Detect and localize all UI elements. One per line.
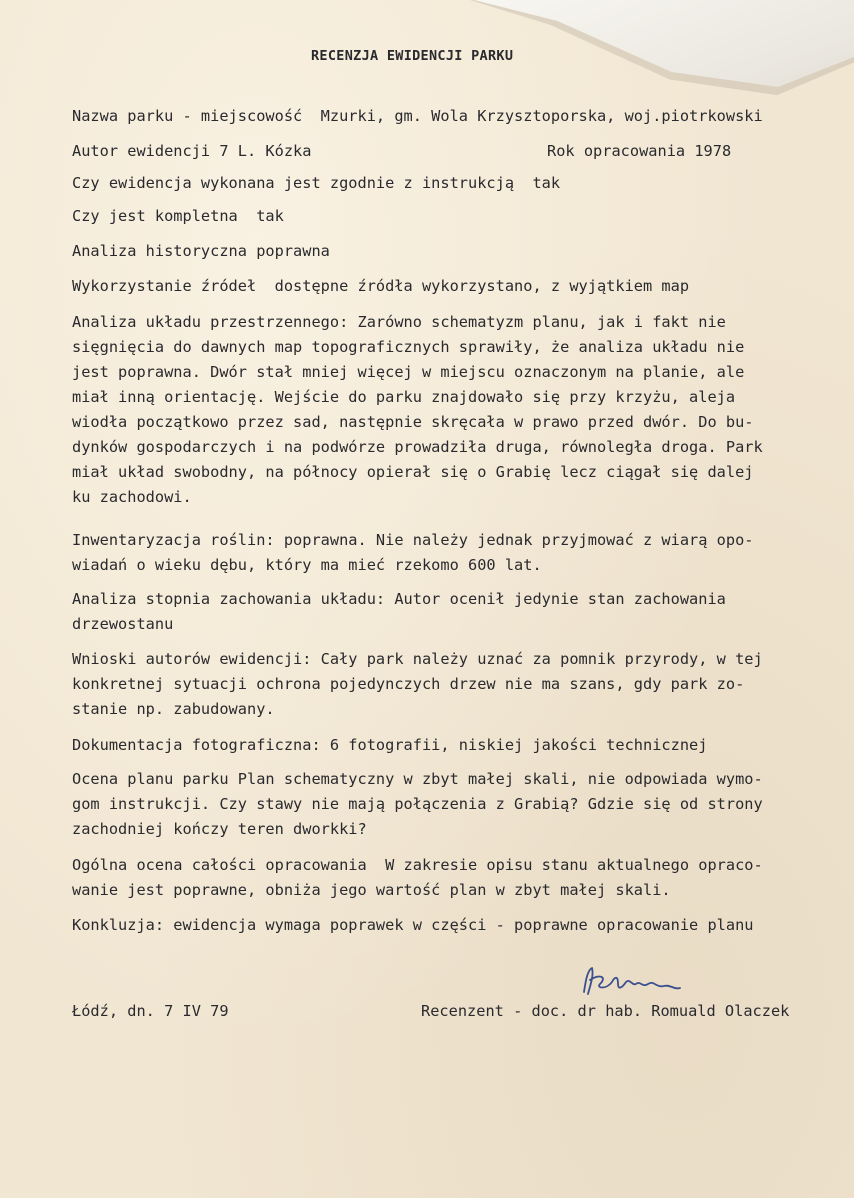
sources-line: Wykorzystanie źródeł dostępne źródła wykorzystano, z wyjątkiem map — [72, 277, 690, 295]
spatial-line: dynków gospodarczych i na podwórze prowadziła druga, równoległa droga. Park — [72, 438, 763, 456]
park-name-line: Nazwa parku - miejscowość Mzurki, gm. Wola Krzysztoporska, woj.piotrkowski — [72, 107, 763, 125]
spatial-line: sięgnięcia do dawnych map topograficznych sprawiły, że analiza układu nie — [72, 338, 745, 356]
handwritten-signature — [578, 964, 688, 1002]
author-line: Autor ewidencji 7 L. Kózka — [72, 142, 312, 160]
preservation-line: Analiza stopnia zachowania układu: Autor ocenił jedynie stan zachowania — [72, 590, 726, 608]
spatial-line: miał układ swobodny, na północy opierał się o Grabię lecz ciągał się dalej — [72, 463, 754, 481]
overall-line: wanie jest poprawne, obniża jego wartość plan w zbyt małej skali. — [72, 881, 671, 899]
plants-line: wiadań o wieku dębu, który ma mieć rzekomo 600 lat. — [72, 556, 542, 574]
document-title: RECENZJA EWIDENCJI PARKU — [311, 48, 514, 64]
photo-documentation-line: Dokumentacja fotograficzna: 6 fotografii, niskiej jakości technicznej — [72, 736, 708, 754]
historical-line: Analiza historyczna poprawna — [72, 242, 330, 260]
conclusions-line: konkretnej sytuacji ochrona pojedynczych drzew nie ma szans, gdy park zo- — [72, 675, 745, 693]
plants-line: Inwentaryzacja roślin: poprawna. Nie należy jednak przyjmować z wiarą opo- — [72, 531, 754, 549]
spatial-line: jest poprawna. Dwór stał mniej więcej w miejscu oznaczonym na planie, ale — [72, 363, 745, 381]
complete-line: Czy jest kompletna tak — [72, 207, 284, 225]
spatial-line: ku zachodowi. — [72, 488, 192, 506]
conclusion-line: Konkluzja: ewidencja wymaga poprawek w części - poprawne opracowanie planu — [72, 916, 754, 934]
overall-line: Ogólna ocena całości opracowania W zakresie opisu stanu aktualnego opraco- — [72, 856, 763, 874]
plan-line: zachodniej kończy teren dworkki? — [72, 820, 367, 838]
spatial-line: Analiza układu przestrzennego: Zarówno schematyzm planu, jak i fakt nie — [72, 313, 726, 331]
instruction-line: Czy ewidencja wykonana jest zgodnie z instrukcją tak — [72, 174, 561, 192]
plan-line: gom instrukcji. Czy stawy nie mają połączenia z Grabią? Gdzie się od strony — [72, 795, 763, 813]
conclusions-line: stanie np. zabudowany. — [72, 700, 275, 718]
reviewer-line: Recenzent - doc. dr hab. Romuald Olaczek — [421, 1002, 790, 1020]
spatial-line: wiodła początkowo przez sad, następnie skręcała w prawo przed dwór. Do bu- — [72, 413, 754, 431]
preservation-line: drzewostanu — [72, 615, 174, 633]
plan-line: Ocena planu parku Plan schematyczny w zbyt małej skali, nie odpowiada wymo- — [72, 770, 763, 788]
year-line: Rok opracowania 1978 — [547, 142, 732, 160]
conclusions-line: Wnioski autorów ewidencji: Cały park należy uznać za pomnik przyrody, w tej — [72, 650, 763, 668]
spatial-line: miał inną orientację. Wejście do parku znajdowało się przy krzyżu, aleja — [72, 388, 736, 406]
place-date: Łódź, dn. 7 IV 79 — [72, 1002, 229, 1020]
